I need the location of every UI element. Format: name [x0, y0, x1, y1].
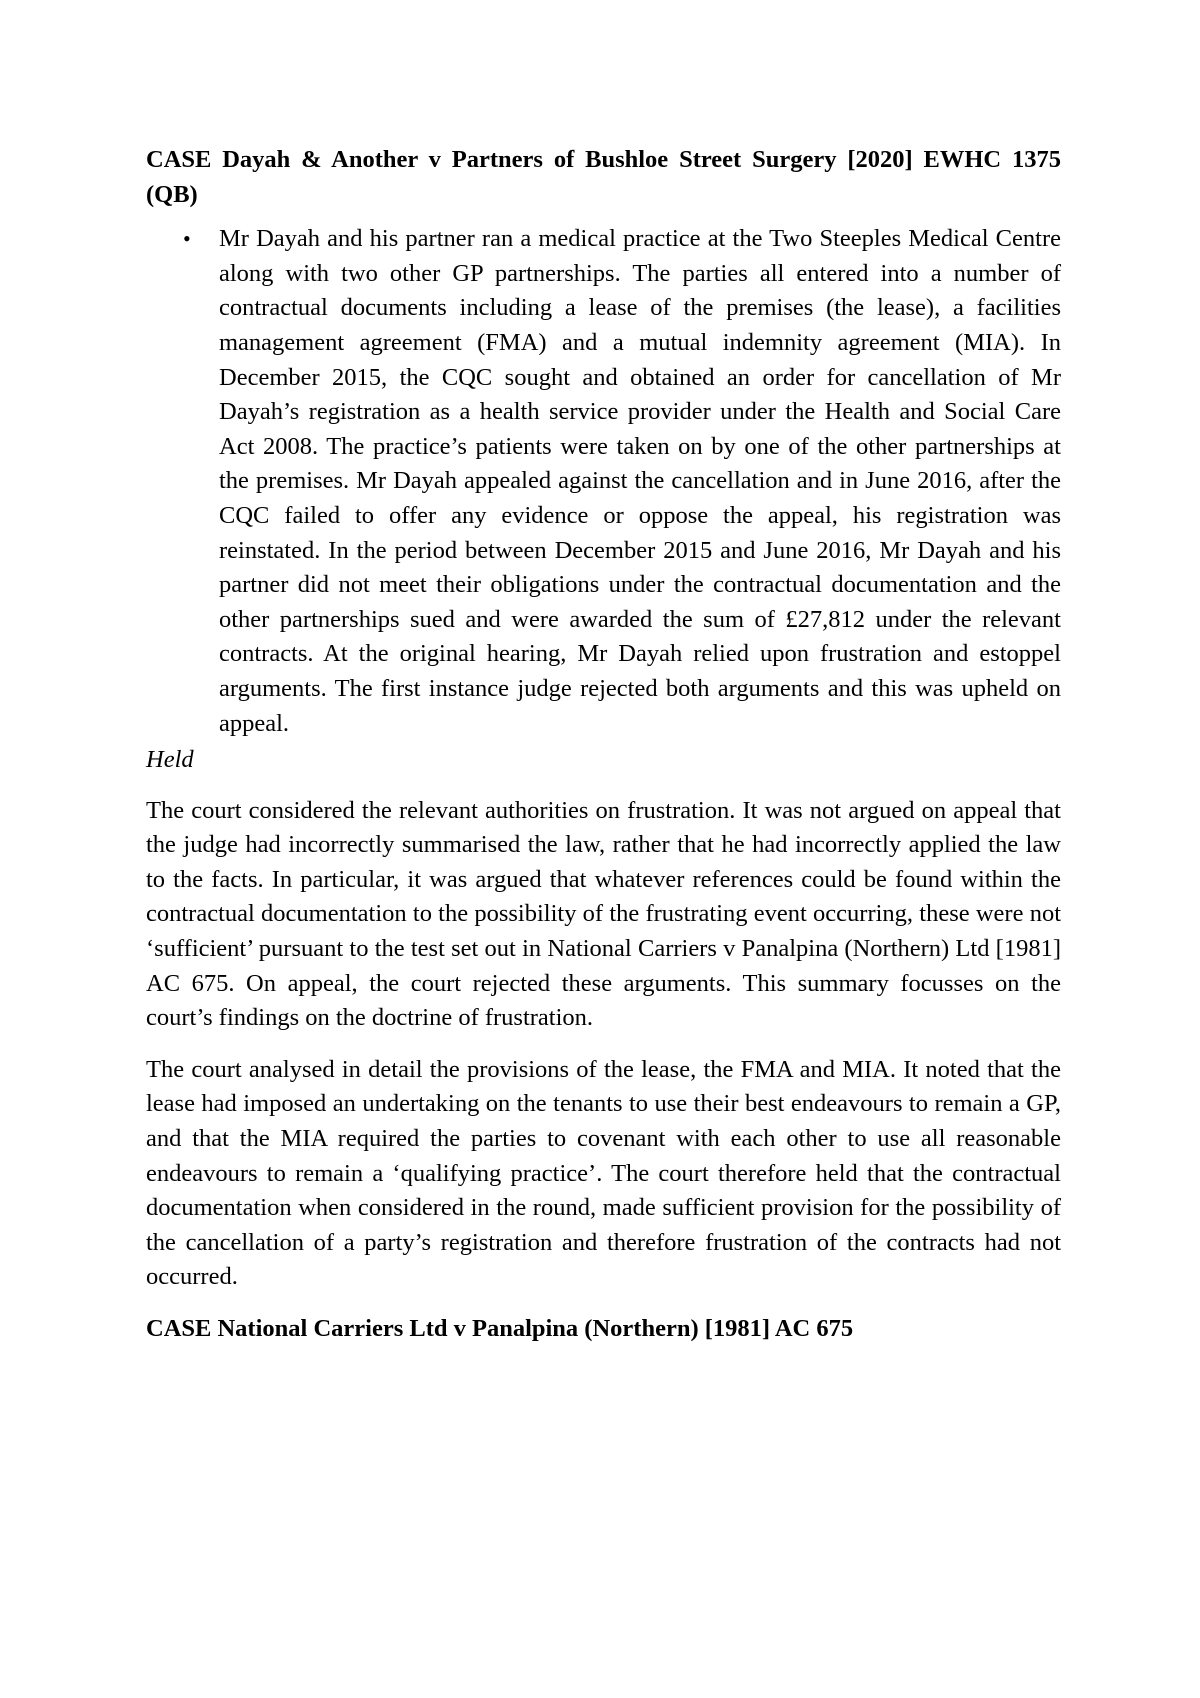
case-facts: Mr Dayah and his partner ran a medical practice at the Two Steeples Medical Centre along with two other GP partnerships. The parties all entered into a number of contractual documents including a lease of the premises (the lease), a facilities management agreement (FMA) and a mutual indemnity agreement (MIA). In December 2015, the CQC sought and obtained an order for cancellation of Mr Dayah’s registration as a health service provider under the Health and Social Care Act 2008. The practice’s patients were taken on by one of the other partnerships at the premises. Mr Dayah appealed against the cancellation and in June 2016, after the CQC failed to offer any evidence or oppose the appeal, his registration was reinstated. In the period between December 2015 and June 2016, Mr Dayah and his partner did not meet their obligations under the contractual documentation and the other partnerships sued and were awarded the sum of £27,812 under the relevant contracts. At the original hearing, Mr Dayah relied upon frustration and estoppel arguments. The first instance judge rejected both arguments and this was upheld on appeal. [219, 225, 1061, 737]
bullet-icon: • [183, 226, 191, 252]
held-paragraph-1: The court considered the relevant authorities on frustration. It was not argued on appeal that the judge had incorrectly summarised the law, rather that he had incorrectly applied the law to the facts. In particular, it was argued that whatever references could be found within the contractual documentation to the possibility of the frustrating event occurring, these were not ‘sufficient’ pursuant to the test set out in National Carriers v Panalpina (Northern) Ltd [1981] AC 675. On appeal, the court rejected these arguments. This summary focusses on the court’s findings on the doctrine of frustration. [146, 796, 1061, 1032]
case-heading: CASE Dayah & Another v Partners of Bushloe Street Surgery [2020] EWHC 1375 (QB) [146, 146, 1061, 208]
document-page [146, 143, 1061, 1347]
held-paragraph-2: The court analysed in detail the provisions of the lease, the FMA and MIA. It noted that the lease had imposed an undertaking on the tenants to use their best endeavours to remain a GP, and that the MIA required the parties to covenant with each other to use all reasonable endeavours to remain a ‘qualifying practice’. The court therefore held that the contractual documentation when considered in the round, made sufficient provision for the possibility of the cancellation of a party’s registration and therefore frustration of the contracts had not occurred. [146, 1055, 1061, 1291]
facts-list [146, 222, 1061, 741]
case-heading-2: CASE National Carriers Ltd v Panalpina (Northern) [1981] AC 675 [146, 1315, 854, 1342]
list-item [146, 222, 1061, 741]
held-label: Held [146, 746, 194, 774]
